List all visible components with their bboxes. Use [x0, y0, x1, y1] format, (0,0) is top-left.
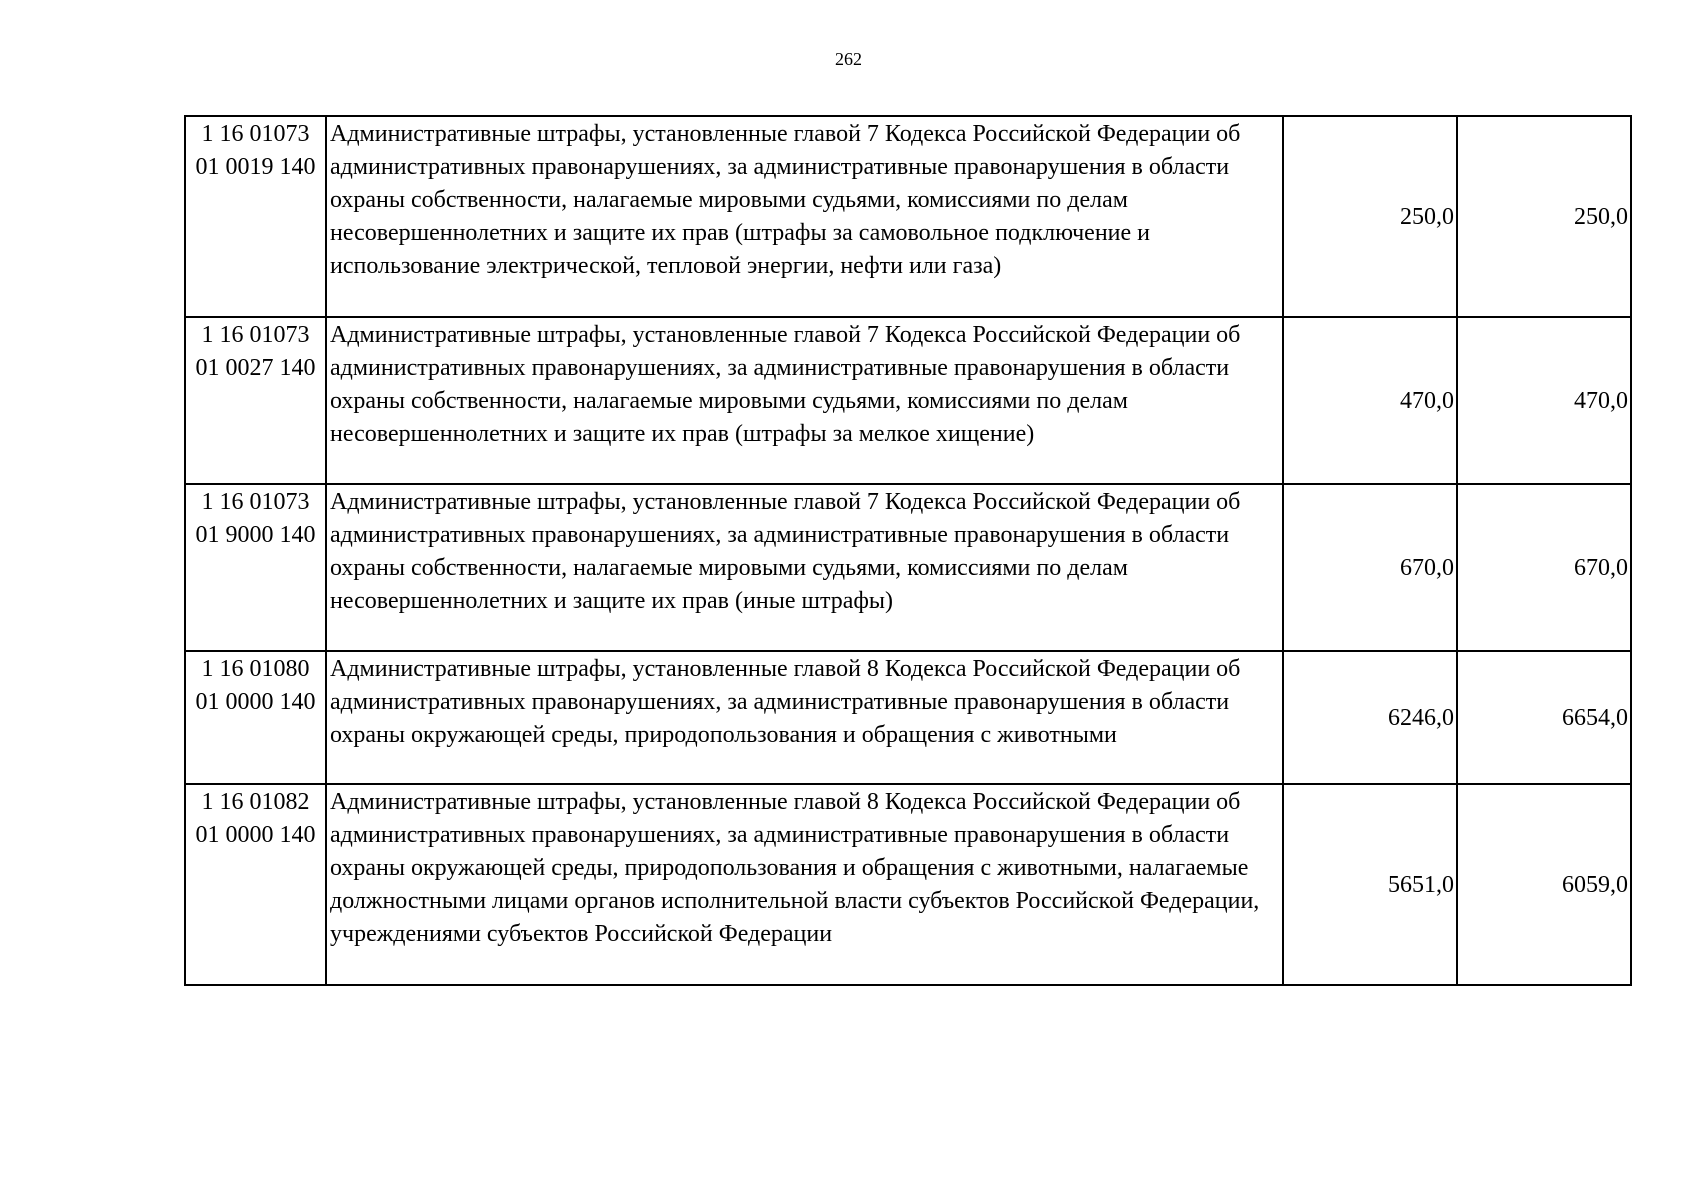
- amount-cell-year-1: 670,0: [1283, 484, 1457, 651]
- table-row: [185, 116, 1631, 317]
- budget-code-cell: [185, 484, 326, 651]
- table-row: [185, 784, 1631, 985]
- amount-cell-year-1: 5651,0: [1283, 784, 1457, 985]
- amount-cell-year-2: 6059,0: [1457, 784, 1631, 985]
- budget-code-line: 01 9000 140: [195, 522, 316, 548]
- amount-cell-year-2: 6654,0: [1457, 651, 1631, 784]
- budget-code-line: 01 0027 140: [195, 355, 316, 381]
- budget-code-line: 01 0019 140: [195, 154, 316, 180]
- budget-code-line: 01 0000 140: [195, 822, 316, 848]
- budget-code-cell: [185, 651, 326, 784]
- table-row: [185, 484, 1631, 651]
- budget-code-line: 1 16 01073: [201, 489, 310, 515]
- revenue-name-cell: Административные штрафы, установленные главой 7 Кодекса Российской Федерации об административных правонарушениях, за административные правонарушения в области охраны собственности, налагаемые мировыми судьями, комиссиями по делам несовершеннолетних и защите их прав (штрафы за мелкое хищение): [326, 317, 1283, 484]
- budget-code-line: 1 16 01080: [201, 656, 310, 682]
- budget-code-cell: [185, 784, 326, 985]
- revenue-name-cell: Административные штрафы, установленные главой 8 Кодекса Российской Федерации об административных правонарушениях, за административные правонарушения в области охраны окружающей среды, природопользования и обращения с животными: [326, 651, 1283, 784]
- revenue-name-cell: Административные штрафы, установленные главой 7 Кодекса Российской Федерации об административных правонарушениях, за административные правонарушения в области охраны собственности, налагаемые мировыми судьями, комиссиями по делам несовершеннолетних и защите их прав (штрафы за самовольное подключение и использование электрической, тепловой энергии, нефти или газа): [326, 116, 1283, 317]
- table-row: [185, 651, 1631, 784]
- budget-code-cell: [185, 317, 326, 484]
- amount-cell-year-1: 470,0: [1283, 317, 1457, 484]
- budget-code-line: 1 16 01073: [201, 322, 310, 348]
- amount-cell-year-2: 670,0: [1457, 484, 1631, 651]
- amount-cell-year-1: 6246,0: [1283, 651, 1457, 784]
- amount-cell-year-2: 250,0: [1457, 116, 1631, 317]
- budget-code-cell: [185, 116, 326, 317]
- amount-cell-year-1: 250,0: [1283, 116, 1457, 317]
- page-number: 262: [835, 49, 862, 69]
- table-row: [185, 317, 1631, 484]
- budget-code-line: 1 16 01073: [201, 121, 310, 147]
- amount-cell-year-2: 470,0: [1457, 317, 1631, 484]
- revenue-table: [184, 115, 1632, 986]
- revenue-name-cell: Административные штрафы, установленные главой 7 Кодекса Российской Федерации об административных правонарушениях, за административные правонарушения в области охраны собственности, налагаемые мировыми судьями, комиссиями по делам несовершеннолетних и защите их прав (иные штрафы): [326, 484, 1283, 651]
- budget-code-line: 1 16 01082: [201, 789, 310, 815]
- revenue-name-cell: Административные штрафы, установленные главой 8 Кодекса Российской Федерации об административных правонарушениях, за административные правонарушения в области охраны окружающей среды, природопользования и обращения с животными, налагаемые должностными лицами органов исполнительной власти субъектов Российской Федерации, учреждениями субъектов Российской Федерации: [326, 784, 1283, 985]
- budget-code-line: 01 0000 140: [195, 689, 316, 715]
